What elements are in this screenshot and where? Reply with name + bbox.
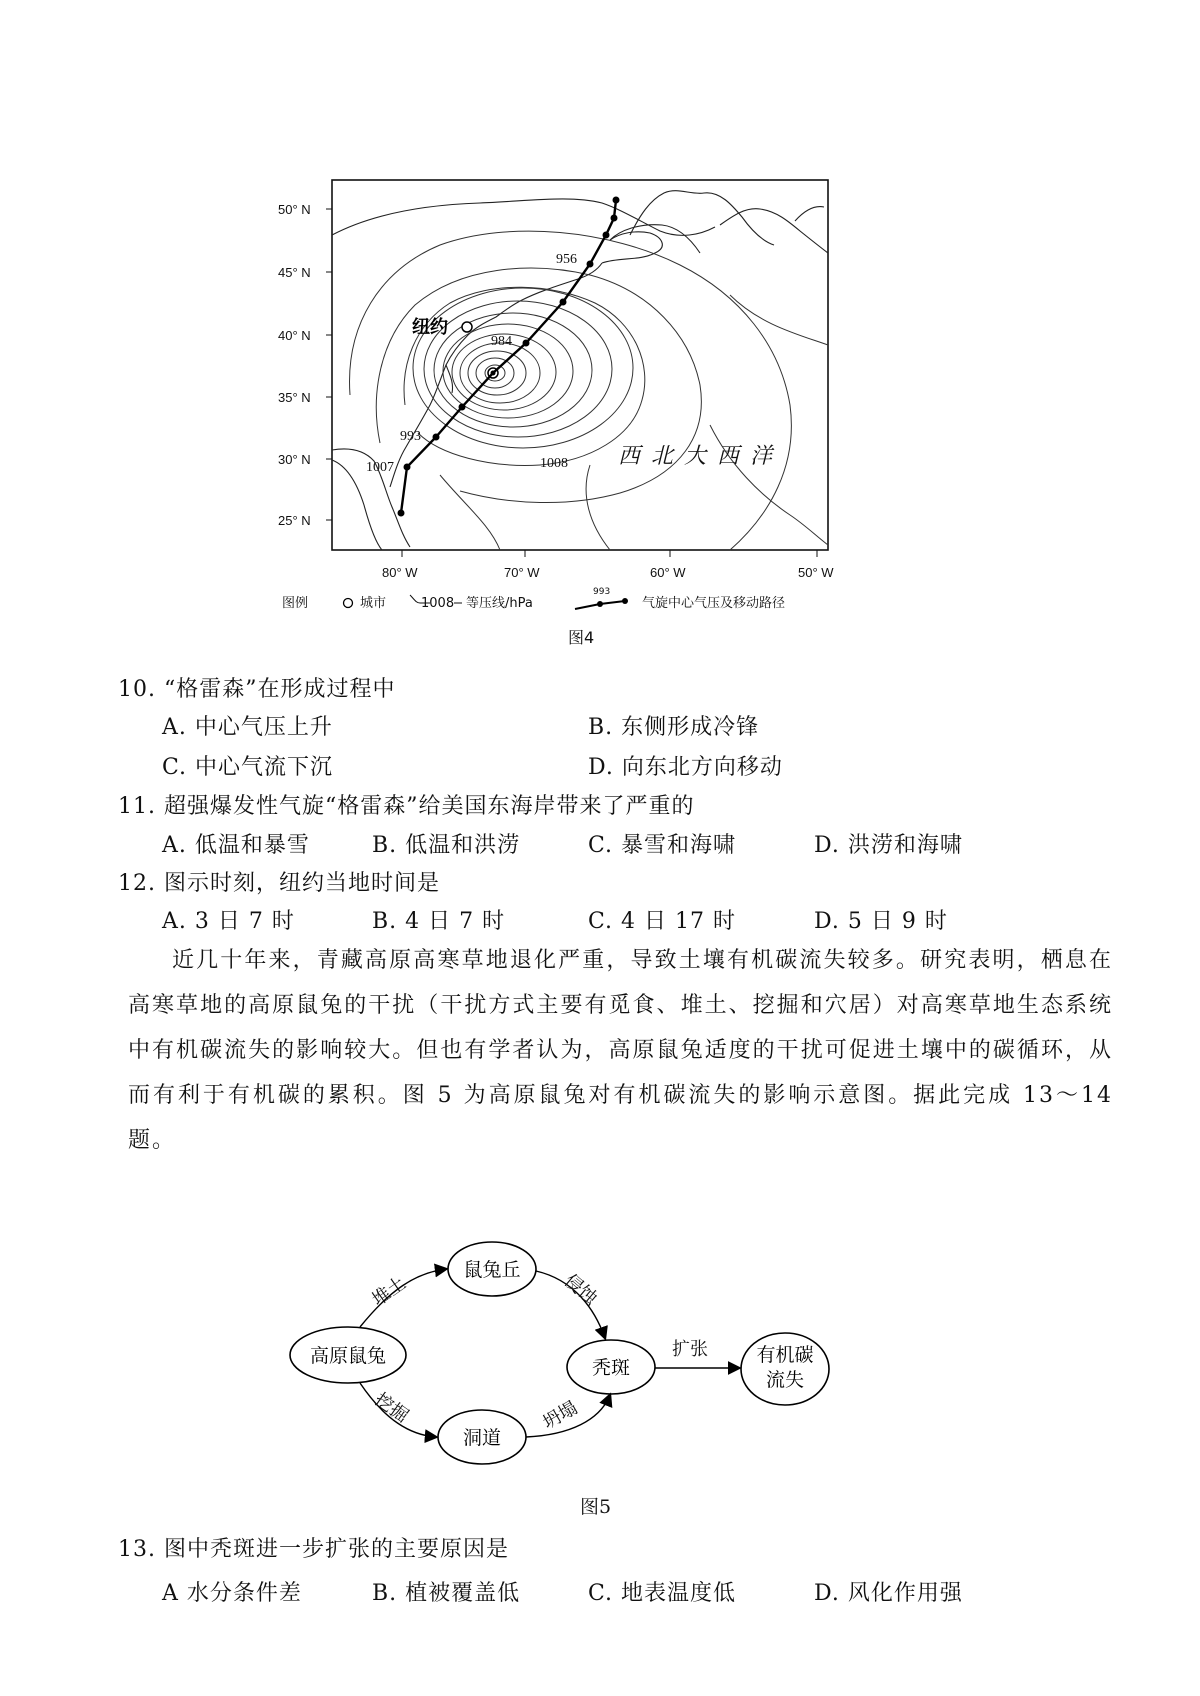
node-mound-label: 鼠兔丘	[463, 1259, 521, 1281]
edge-pile-label: 堆土	[368, 1272, 410, 1311]
question-10-option-a[interactable]: A. 中心气压上升	[162, 715, 333, 740]
pika-flow-svg	[290, 1235, 930, 1480]
legend-track-text: 气旋中心气压及移动路径	[642, 596, 786, 611]
question-13-option-a[interactable]: A 水分条件差	[162, 1581, 302, 1606]
question-12-option-b[interactable]: B. 4 日 7 时	[372, 909, 506, 934]
node-burrow	[438, 1410, 526, 1464]
question-13-option-b[interactable]: B. 植被覆盖低	[372, 1581, 521, 1606]
isobars	[350, 231, 828, 550]
pressure-label: 984	[491, 334, 512, 349]
lon-label: 50° W	[798, 565, 834, 580]
lon-label: 70° W	[504, 565, 540, 580]
question-11-option-a[interactable]: A. 低温和暴雪	[162, 833, 310, 858]
question-12-option-a[interactable]: A. 3 日 7 时	[162, 909, 295, 934]
track-point	[404, 464, 411, 471]
question-11-option-c[interactable]: C. 暴雪和海啸	[588, 833, 737, 858]
node-mound	[448, 1242, 536, 1296]
pressure-label: 993	[400, 429, 421, 444]
cyclone-track	[398, 197, 620, 517]
figure-5-diagram	[290, 1235, 930, 1480]
question-10-option-c[interactable]: C. 中心气流下沉	[162, 755, 334, 780]
longitude-axis	[382, 550, 834, 580]
question-11-stem: 11. 超强爆发性气旋“格雷森”给美国东海岸带来了严重的	[118, 794, 695, 819]
lon-label: 60° W	[650, 565, 686, 580]
node-pika-label: 高原鼠兔	[309, 1345, 387, 1367]
question-10-option-d[interactable]: D. 向东北方向移动	[588, 755, 783, 780]
legend-isobar-sample: 1008	[421, 596, 455, 611]
track-point	[613, 197, 620, 204]
isobar-value-label: 1008	[540, 456, 568, 471]
lat-label: 30° N	[278, 452, 311, 467]
map-legend	[282, 587, 785, 611]
track-point	[603, 232, 610, 239]
node-burrow-label: 洞道	[462, 1427, 502, 1449]
legend-title: 图例	[282, 596, 309, 611]
node-pika	[290, 1327, 406, 1383]
legend-city-icon	[344, 599, 353, 608]
figure-5-caption: 图5	[580, 1496, 612, 1518]
track-point	[523, 340, 530, 347]
city-marker-icon	[462, 322, 472, 332]
ocean-label: 西北大西洋	[618, 444, 784, 469]
question-13-option-c[interactable]: C. 地表温度低	[588, 1581, 737, 1606]
edge-dig-label: 挖掘	[370, 1389, 413, 1427]
figure-4-caption: 图4	[568, 628, 595, 647]
figure-4-map	[278, 175, 930, 665]
legend-track-sample: 993	[593, 587, 611, 597]
track-point	[560, 299, 567, 306]
pressure-label: 956	[556, 252, 577, 267]
edge-labels	[368, 1270, 708, 1433]
question-10-stem: 10. “格雷森”在形成过程中	[118, 677, 396, 702]
city-label: 纽约	[412, 317, 448, 338]
question-13-stem: 13. 图中秃斑进一步扩张的主要原因是	[118, 1537, 509, 1562]
question-11-option-b[interactable]: B. 低温和洪涝	[372, 833, 521, 858]
lat-label: 35° N	[278, 390, 311, 405]
question-12-option-d[interactable]: D. 5 日 9 时	[814, 909, 948, 934]
reading-passage: 近几十年来，青藏高原高寒草地退化严重，导致土壤有机碳流失较多。研究表明，栖息在高寒草地的高原鼠兔的干扰（干扰方式主要有觅食、堆土、挖掘和穴居）对高寒草地生态系统中有机碳流失的影响较大。但也有学者认为，高原鼠兔适度的干扰可促进土壤中的碳循环，从而有利于有机碳的累积。图 5 为高原鼠兔对有机碳流失的影响示意图。据此完成 13～14 题。	[128, 948, 1113, 1153]
track-point	[611, 215, 618, 222]
node-carbon-label-2: 流失	[765, 1369, 805, 1391]
track-pressure-labels	[366, 252, 577, 475]
track-point	[398, 510, 405, 517]
coastline	[332, 191, 828, 550]
node-bald-patch	[567, 1340, 655, 1394]
node-bald-patch-label: 秃斑	[591, 1357, 631, 1379]
lat-label: 40° N	[278, 328, 311, 343]
edge-erode-label: 侵蚀	[560, 1270, 602, 1310]
question-11-option-d[interactable]: D. 洪涝和海啸	[814, 833, 963, 858]
edge-expand-label: 扩张	[672, 1339, 708, 1360]
latitude-axis	[278, 202, 332, 528]
new-york-city	[412, 316, 472, 338]
pressure-label: 1007	[366, 460, 394, 475]
node-carbon-loss	[741, 1333, 829, 1405]
question-12-stem: 12. 图示时刻，纽约当地时间是	[118, 871, 440, 896]
lat-label: 45° N	[278, 265, 311, 280]
question-13-option-d[interactable]: D. 风化作用强	[814, 1581, 963, 1606]
edge-collapse-label: 坍塌	[539, 1397, 582, 1434]
legend-city-text: 城市	[360, 596, 387, 611]
lat-label: 50° N	[278, 202, 311, 217]
track-point	[433, 434, 440, 441]
cyclone-map-svg	[278, 175, 930, 665]
question-10-option-b[interactable]: B. 东侧形成冷锋	[588, 715, 760, 740]
node-carbon-label-1: 有机碳	[756, 1344, 814, 1366]
question-12-option-c[interactable]: C. 4 日 17 时	[588, 909, 737, 934]
track-point	[587, 261, 594, 268]
lon-label: 80° W	[382, 565, 418, 580]
track-point	[459, 404, 466, 411]
legend-isobar-text: 等压线/hPa	[466, 596, 533, 611]
lat-label: 25° N	[278, 513, 311, 528]
